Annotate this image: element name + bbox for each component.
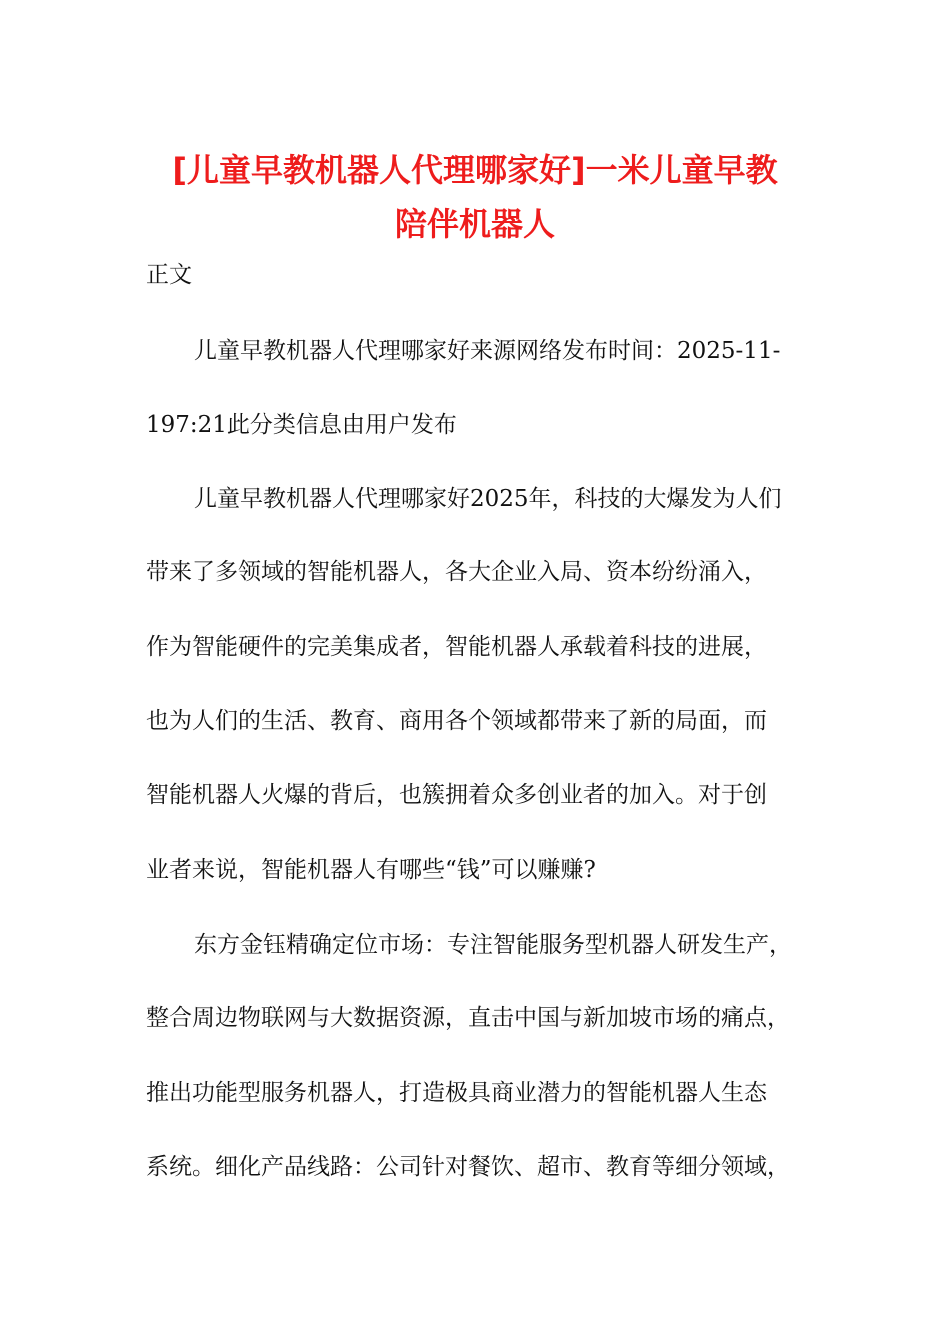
title-line-2: 陪伴机器人 xyxy=(394,205,555,243)
paragraph-line: 业者来说，智能机器人有哪些“钱”可以赚赚? xyxy=(146,857,596,883)
paragraph-line: 智能机器人火爆的背后，也簇拥着众多创业者的加入。对于创 xyxy=(146,782,767,808)
paragraph-line: 整合周边物联网与大数据资源，直击中国与新加坡市场的痛点， xyxy=(146,1005,790,1031)
paragraph-line: 儿童早教机器人代理哪家好2025年，科技的大爆发为人们 xyxy=(194,486,782,512)
paragraph-line: 带来了多领域的智能机器人，各大企业入局、资本纷纷涌入， xyxy=(146,559,767,585)
title-line-1: [儿童早教机器人代理哪家好]一米儿童早教 xyxy=(172,151,778,189)
paragraph-line: 系统。细化产品线路：公司针对餐饮、超市、教育等细分领域， xyxy=(146,1154,790,1180)
paragraph-line: 作为智能硬件的完美集成者，智能机器人承载着科技的进展， xyxy=(146,634,767,660)
paragraph-line: 推出功能型服务机器人，打造极具商业潜力的智能机器人生态 xyxy=(146,1080,767,1106)
document-title xyxy=(110,143,840,251)
section-label: 正文 xyxy=(146,262,192,288)
paragraph-line: 东方金钰精确定位市场：专注智能服务型机器人研发生产， xyxy=(194,932,792,958)
paragraph-line: 也为人们的生活、教育、商用各个领域都带来了新的局面，而 xyxy=(146,708,767,734)
paragraph-line: 197:21此分类信息由用户发布 xyxy=(146,412,457,438)
paragraph-line: 儿童早教机器人代理哪家好来源网络发布时间：2025-11- xyxy=(194,338,781,364)
